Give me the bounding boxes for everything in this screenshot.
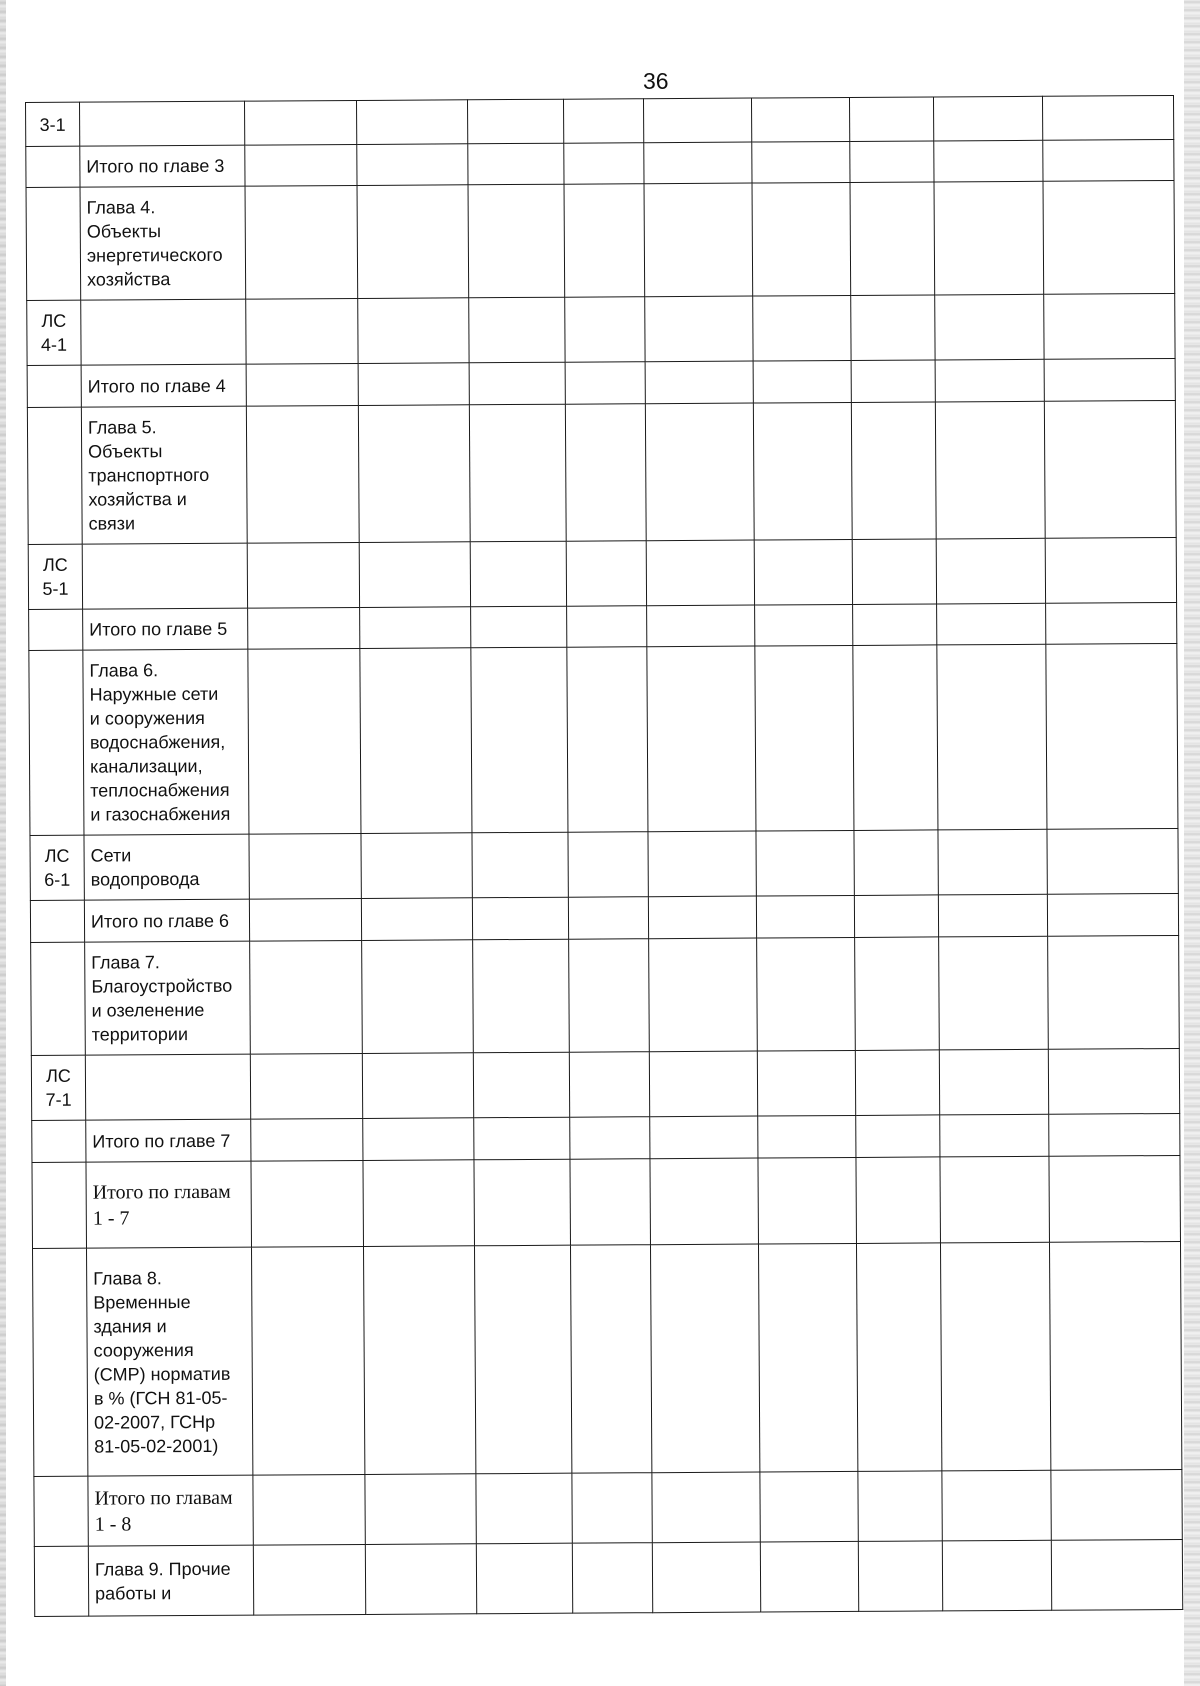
- empty-value-cell: [356, 100, 467, 145]
- empty-value-cell: [650, 1244, 759, 1473]
- empty-value-cell: [851, 295, 935, 361]
- empty-value-cell: [934, 181, 1044, 295]
- row-name-cell: Глава 5. Объекты транспортного хозяйства и связи: [81, 406, 247, 544]
- empty-value-cell: [760, 1541, 858, 1612]
- empty-value-cell: [851, 360, 935, 403]
- empty-value-cell: [251, 1160, 364, 1247]
- empty-value-cell: [1048, 935, 1180, 1049]
- empty-value-cell: [365, 1474, 476, 1545]
- empty-value-cell: [650, 1158, 759, 1245]
- empty-value-cell: [942, 1470, 1051, 1541]
- empty-value-cell: [357, 185, 469, 299]
- empty-value-cell: [754, 539, 852, 605]
- empty-value-cell: [358, 298, 469, 364]
- table-row: [29, 643, 1178, 835]
- empty-value-cell: [854, 830, 938, 896]
- row-name-cell: Итого по главе 3: [80, 145, 245, 187]
- empty-value-cell: [751, 97, 849, 142]
- empty-value-cell: [1044, 358, 1175, 401]
- empty-value-cell: [936, 538, 1045, 604]
- table-row: [26, 139, 1174, 187]
- row-code-cell: [32, 1162, 87, 1248]
- row-code-cell: [34, 1476, 88, 1546]
- empty-value-cell: [362, 940, 474, 1054]
- empty-value-cell: [644, 183, 753, 297]
- empty-value-cell: [565, 297, 645, 362]
- empty-value-cell: [852, 539, 936, 605]
- empty-value-cell: [942, 1540, 1051, 1611]
- empty-value-cell: [474, 1159, 571, 1246]
- empty-value-cell: [760, 1471, 858, 1542]
- table-row: [31, 1048, 1179, 1120]
- empty-value-cell: [563, 99, 643, 143]
- empty-value-cell: [246, 363, 358, 406]
- empty-value-cell: [1047, 893, 1178, 936]
- empty-value-cell: [856, 1243, 941, 1472]
- empty-value-cell: [468, 184, 565, 298]
- table-row: [31, 935, 1180, 1055]
- row-code-cell: [29, 650, 84, 835]
- empty-value-cell: [249, 898, 361, 941]
- empty-value-cell: [1049, 1155, 1181, 1242]
- table-row: [27, 293, 1175, 365]
- row-name-cell: [81, 299, 246, 365]
- empty-value-cell: [470, 541, 566, 607]
- row-code-cell: [27, 365, 81, 407]
- row-code-cell: ЛС 6-1: [30, 835, 84, 900]
- empty-value-cell: [757, 1050, 855, 1116]
- table-row: [30, 828, 1178, 900]
- empty-value-cell: [245, 144, 357, 186]
- empty-value-cell: [850, 141, 934, 183]
- empty-value-cell: [1044, 400, 1176, 538]
- empty-value-cell: [365, 1544, 476, 1615]
- empty-value-cell: [467, 99, 563, 144]
- empty-value-cell: [650, 1116, 758, 1159]
- empty-value-cell: [570, 1245, 651, 1473]
- scan-edge-right: [1184, 0, 1200, 1686]
- empty-value-cell: [469, 362, 565, 405]
- row-name-cell: Итого по главе 4: [81, 364, 246, 407]
- empty-value-cell: [643, 98, 751, 143]
- table-row: [29, 602, 1177, 650]
- empty-value-cell: [1043, 180, 1175, 294]
- empty-value-cell: [855, 1050, 939, 1116]
- empty-value-cell: [758, 1115, 856, 1158]
- empty-value-cell: [361, 898, 472, 941]
- row-code-cell: [30, 900, 84, 942]
- empty-value-cell: [1042, 95, 1173, 140]
- row-name-cell: Глава 9. Прочие работы и: [88, 1545, 253, 1616]
- empty-value-cell: [250, 1053, 362, 1119]
- table-row: [32, 1155, 1181, 1248]
- empty-value-cell: [853, 645, 938, 831]
- table-row: [34, 1539, 1182, 1616]
- empty-value-cell: [649, 1051, 757, 1117]
- row-code-cell: [29, 609, 83, 650]
- empty-value-cell: [244, 100, 356, 145]
- empty-value-cell: [476, 1543, 572, 1614]
- empty-value-cell: [567, 647, 648, 832]
- empty-value-cell: [1046, 643, 1178, 829]
- row-name-cell: Глава 8. Временные здания и сооружения (СМР) норматив в % (ГСН 81-05- 02-2007, ГСНр 81-05-02-2001): [87, 1247, 253, 1476]
- empty-value-cell: [645, 296, 753, 362]
- row-name-cell: Итого по главе 7: [86, 1119, 251, 1162]
- empty-value-cell: [469, 297, 565, 363]
- empty-value-cell: [755, 645, 854, 831]
- table-row: [32, 1113, 1180, 1162]
- table-row: [30, 893, 1178, 942]
- empty-value-cell: [473, 1052, 569, 1118]
- empty-value-cell: [937, 644, 1047, 830]
- row-name-cell: Итого по главе 5: [83, 608, 248, 650]
- empty-value-cell: [248, 607, 360, 649]
- table-body: [26, 95, 1183, 1616]
- table-row: [26, 95, 1174, 146]
- row-name-cell: Итого по главе 6: [84, 899, 249, 942]
- table-row: [27, 400, 1176, 544]
- row-name-cell: [82, 543, 247, 609]
- empty-value-cell: [756, 895, 854, 938]
- empty-value-cell: [935, 359, 1044, 402]
- row-code-cell: ЛС 4-1: [27, 300, 81, 365]
- empty-value-cell: [363, 1160, 475, 1247]
- empty-value-cell: [940, 1156, 1050, 1243]
- page-number: 36: [643, 68, 669, 94]
- empty-value-cell: [570, 1117, 650, 1159]
- empty-value-cell: [752, 182, 851, 296]
- empty-value-cell: [850, 182, 935, 296]
- empty-value-cell: [253, 1544, 365, 1615]
- row-name-cell: Глава 7. Благоустройство и озеленение территории: [85, 941, 251, 1055]
- empty-value-cell: [472, 897, 568, 940]
- empty-value-cell: [250, 940, 363, 1054]
- empty-value-cell: [648, 896, 756, 939]
- table-row: [34, 1469, 1182, 1546]
- empty-value-cell: [569, 939, 650, 1052]
- row-code-cell: [32, 1120, 86, 1162]
- empty-value-cell: [564, 184, 645, 297]
- empty-value-cell: [758, 1243, 857, 1472]
- empty-value-cell: [572, 1473, 652, 1543]
- table-row: [33, 1241, 1182, 1476]
- row-code-cell: [31, 942, 86, 1055]
- empty-value-cell: [648, 831, 756, 897]
- empty-value-cell: [647, 605, 755, 647]
- empty-value-cell: [939, 936, 1049, 1050]
- empty-value-cell: [363, 1246, 475, 1475]
- empty-value-cell: [858, 1471, 942, 1542]
- empty-value-cell: [938, 829, 1047, 895]
- empty-value-cell: [476, 1473, 572, 1544]
- row-code-cell: [27, 407, 82, 544]
- empty-value-cell: [647, 646, 756, 832]
- empty-value-cell: [358, 363, 469, 406]
- empty-value-cell: [851, 402, 936, 540]
- empty-value-cell: [645, 403, 754, 541]
- empty-value-cell: [646, 540, 754, 606]
- empty-value-cell: [361, 833, 472, 899]
- empty-value-cell: [854, 895, 938, 938]
- empty-value-cell: [469, 404, 566, 542]
- empty-value-cell: [1044, 293, 1175, 359]
- empty-value-cell: [246, 298, 358, 364]
- empty-value-cell: [652, 1542, 760, 1613]
- row-code-cell: ЛС 5-1: [28, 544, 82, 609]
- empty-value-cell: [753, 402, 852, 540]
- row-code-cell: ЛС 7-1: [31, 1055, 85, 1120]
- empty-value-cell: [570, 1159, 651, 1245]
- empty-value-cell: [251, 1118, 363, 1161]
- empty-value-cell: [569, 1052, 649, 1117]
- empty-value-cell: [935, 294, 1044, 360]
- empty-value-cell: [1051, 1469, 1182, 1540]
- empty-value-cell: [853, 604, 937, 646]
- empty-value-cell: [849, 97, 933, 142]
- estimate-table: [25, 95, 1183, 1617]
- row-name-cell: Сети водопровода: [84, 834, 249, 900]
- row-code-cell: [26, 146, 80, 187]
- row-code-cell: [34, 1546, 88, 1616]
- empty-value-cell: [473, 939, 570, 1053]
- empty-value-cell: [1049, 1113, 1180, 1156]
- empty-value-cell: [362, 1053, 473, 1119]
- empty-value-cell: [1049, 1241, 1181, 1470]
- empty-value-cell: [565, 362, 645, 404]
- empty-value-cell: [474, 1117, 570, 1160]
- empty-value-cell: [1043, 139, 1174, 181]
- empty-value-cell: [752, 141, 850, 183]
- empty-value-cell: [856, 1115, 940, 1158]
- row-code-cell: 3-1: [26, 102, 80, 146]
- empty-value-cell: [1051, 1539, 1182, 1610]
- empty-value-cell: [471, 606, 567, 648]
- empty-value-cell: [938, 894, 1047, 937]
- row-code-cell: [26, 187, 81, 300]
- row-name-cell: Итого по главам 1 - 7: [86, 1161, 252, 1248]
- empty-value-cell: [564, 143, 644, 184]
- empty-value-cell: [572, 1543, 652, 1613]
- empty-value-cell: [1046, 602, 1177, 644]
- empty-value-cell: [253, 1474, 365, 1545]
- empty-value-cell: [359, 542, 470, 608]
- empty-value-cell: [645, 361, 753, 404]
- empty-value-cell: [935, 401, 1045, 539]
- empty-value-cell: [858, 1541, 942, 1612]
- row-name-cell: Итого по главам 1 - 8: [88, 1475, 253, 1546]
- empty-value-cell: [934, 140, 1043, 182]
- empty-value-cell: [566, 541, 646, 606]
- row-code-cell: [33, 1248, 88, 1476]
- empty-value-cell: [568, 832, 648, 897]
- empty-value-cell: [758, 1157, 857, 1244]
- empty-value-cell: [940, 1114, 1049, 1157]
- table-row: [26, 180, 1175, 300]
- empty-value-cell: [472, 832, 568, 898]
- empty-value-cell: [568, 897, 648, 939]
- empty-value-cell: [357, 144, 468, 186]
- empty-value-cell: [649, 938, 758, 1052]
- empty-value-cell: [933, 96, 1042, 141]
- empty-value-cell: [753, 360, 851, 403]
- empty-value-cell: [247, 542, 359, 608]
- table-row: [27, 358, 1175, 407]
- empty-value-cell: [939, 1049, 1048, 1115]
- table-row: [28, 537, 1176, 609]
- empty-value-cell: [1047, 828, 1178, 894]
- empty-value-cell: [246, 405, 359, 543]
- empty-value-cell: [360, 648, 472, 834]
- empty-value-cell: [471, 647, 568, 833]
- empty-value-cell: [565, 404, 646, 541]
- row-name-cell: [80, 101, 245, 146]
- empty-value-cell: [468, 143, 564, 185]
- empty-value-cell: [363, 1118, 474, 1161]
- empty-value-cell: [1045, 537, 1176, 603]
- empty-value-cell: [358, 405, 470, 543]
- empty-value-cell: [644, 142, 752, 184]
- empty-value-cell: [567, 606, 647, 647]
- empty-value-cell: [360, 607, 471, 649]
- empty-value-cell: [937, 603, 1046, 645]
- empty-value-cell: [249, 833, 361, 899]
- empty-value-cell: [1048, 1048, 1179, 1114]
- empty-value-cell: [856, 1157, 941, 1244]
- empty-value-cell: [474, 1245, 571, 1474]
- empty-value-cell: [855, 937, 940, 1051]
- empty-value-cell: [251, 1246, 364, 1475]
- empty-value-cell: [245, 185, 358, 299]
- row-name-cell: [85, 1054, 250, 1120]
- empty-value-cell: [757, 937, 856, 1051]
- empty-value-cell: [652, 1472, 760, 1543]
- row-name-cell: Глава 4. Объекты энергетического хозяйства: [80, 186, 246, 300]
- empty-value-cell: [940, 1242, 1050, 1471]
- empty-value-cell: [248, 648, 361, 834]
- row-name-cell: Глава 6. Наружные сети и сооружения водоснабжения, канализации, теплоснабжения и газоснабжения: [83, 649, 249, 835]
- scan-edge-left: [0, 0, 6, 1686]
- empty-value-cell: [753, 295, 851, 361]
- empty-value-cell: [755, 604, 853, 646]
- empty-value-cell: [756, 830, 854, 896]
